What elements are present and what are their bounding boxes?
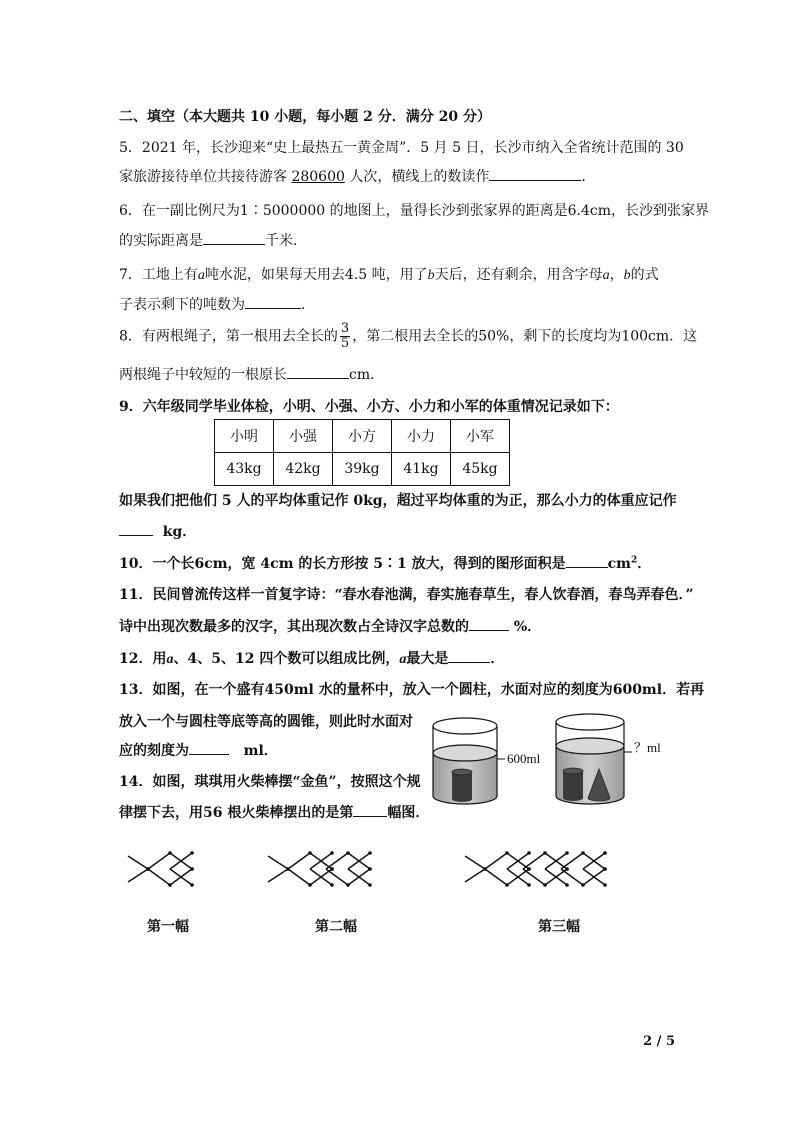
- caption-1: 第一幅: [147, 919, 189, 935]
- fish-pattern-2: [268, 851, 372, 887]
- matchstick-head: [527, 867, 531, 871]
- q8-fraction: [340, 322, 350, 351]
- measuring-cups-figure: [428, 708, 698, 813]
- matchstick: [465, 869, 485, 882]
- q11-answer-blank[interactable]: [469, 616, 509, 631]
- q5-answer-blank[interactable]: [489, 166, 581, 181]
- cylinder-shape: [452, 769, 472, 802]
- q6-answer-blank[interactable]: [203, 230, 265, 245]
- q7-var-a-2: a: [602, 268, 610, 283]
- q7-answer-blank[interactable]: [245, 294, 301, 309]
- q8-frac-den: 5: [340, 336, 350, 351]
- q14-text: 律摆下去，用56 根火柴棒摆出的是第: [119, 805, 354, 821]
- table-cell: 小军: [451, 420, 510, 453]
- q12-text-2: 、4、5、12 四个数可以组成比例，: [173, 651, 400, 667]
- matchstick-head: [368, 883, 372, 887]
- q12-var-a-2: a: [399, 652, 407, 667]
- q12-answer-blank[interactable]: [448, 648, 490, 663]
- q12-text-3: 最大是: [406, 651, 449, 667]
- q7-text-5: 的式: [630, 267, 659, 283]
- matchstick-head: [330, 867, 334, 871]
- matchstick-head: [527, 851, 531, 855]
- table-cell: 41kg: [392, 453, 451, 486]
- q5-text-2: 人次，横线上的数读作: [344, 169, 490, 185]
- q9-line3: 如果我们把他们 5 人的平均体重记作 0kg，超过平均体重的为正，那么小力的体重应记作: [119, 493, 677, 509]
- q10-line: [119, 553, 651, 573]
- matchstick-head: [330, 851, 334, 855]
- q14-line2: [119, 802, 429, 822]
- cup-with-cylinder-and-cone: [556, 714, 632, 804]
- page-number: 2 / 5: [643, 1034, 675, 1049]
- table-cell: 小方: [333, 420, 392, 453]
- table-cell: 43kg: [215, 453, 274, 486]
- matchstick-head: [565, 883, 569, 887]
- q7-text-4: ，: [609, 267, 624, 283]
- q12-text-1: 12．用: [119, 651, 167, 667]
- cup-with-cylinder: [433, 718, 505, 804]
- matchstick: [288, 869, 310, 885]
- q14-text-2: 幅图．: [387, 805, 430, 821]
- q10-answer-blank[interactable]: [566, 553, 608, 568]
- cup2-label: ？ml: [634, 740, 661, 755]
- q8-text-3: 两根绳子中较短的一根原长: [119, 367, 287, 383]
- matchstick: [288, 853, 310, 869]
- q7-line2: [119, 294, 315, 314]
- q7-text-3: 天后，还有剩余，用含字母: [434, 267, 603, 283]
- matchstick-head: [603, 883, 607, 887]
- q9-answer-blank[interactable]: [119, 521, 153, 536]
- matchstick: [128, 856, 148, 869]
- matchstick-head: [603, 867, 607, 871]
- q10-sup: 2: [630, 555, 638, 566]
- q6-line1: 6．在一副比例尺为1∶5000000 的地图上，量得长沙到张家界的距离是6.4cm，长沙到张家界: [119, 203, 709, 219]
- matchstick-head: [330, 883, 334, 887]
- fish-pattern-1: [128, 851, 194, 887]
- q6-text-2: 千米．: [265, 233, 307, 249]
- q9-unit: kg．: [162, 524, 197, 540]
- q5-end: ．: [581, 169, 596, 185]
- matchstick-head: [565, 851, 569, 855]
- table-cell: 小力: [392, 420, 451, 453]
- cylinder-shape: [563, 768, 583, 801]
- q7-var-b: b: [427, 268, 435, 283]
- q9-intro: 9．六年级同学毕业体检，小明、小强、小方、小力和小军的体重情况记录如下：: [119, 399, 619, 415]
- q7-text-2: 吨水泥，如果每天用去4.5 吨，用了: [204, 267, 428, 283]
- q11-line2: [119, 616, 541, 636]
- caption-3: 第三幅: [538, 919, 580, 935]
- fish-pattern-3: [465, 851, 607, 887]
- q7-var-b-2: b: [623, 268, 631, 283]
- q8-text-1: 8．有两根绳子，第一根用去全长的: [119, 328, 338, 345]
- q5-line2: [119, 166, 595, 186]
- table-cell: 小明: [215, 420, 274, 453]
- matchstick: [465, 856, 485, 869]
- q10-unit: cm: [607, 556, 631, 572]
- matchstick-head: [368, 851, 372, 855]
- q14-answer-blank[interactable]: [353, 802, 387, 817]
- q13-line3: [119, 740, 278, 760]
- q7-line1: [119, 264, 659, 284]
- q11-unit: %．: [513, 619, 542, 635]
- caption-2: 第二幅: [315, 919, 357, 935]
- section-header: 二、填空（本大题共 10 小题，每小题 2 分．满分 20 分）: [119, 109, 491, 125]
- q12-line: [119, 648, 504, 668]
- q10-end: ．: [637, 556, 652, 572]
- table-cell: 42kg: [274, 453, 333, 486]
- matchstick-head: [603, 851, 607, 855]
- cup1-label: 600ml: [507, 751, 541, 766]
- matchstick-fish-figure: [120, 838, 680, 900]
- q12-var-a: a: [166, 652, 174, 667]
- matchstick: [148, 853, 170, 869]
- q8-line2: [119, 364, 384, 384]
- matchstick: [268, 869, 288, 882]
- q8-unit: cm．: [349, 367, 385, 383]
- matchstick-head: [368, 867, 372, 871]
- q13-unit: ml．: [243, 743, 278, 759]
- matchstick-head: [190, 883, 194, 887]
- q5-line1: 5．2021 年，长沙迎来“史上最热五一黄金周”．5 月 5 日，长沙市纳入全省统计范围的 30: [119, 140, 684, 156]
- q13-text: 应的刻度为: [119, 743, 189, 759]
- matchstick-head: [527, 883, 531, 887]
- q6-text: 的实际距离是: [119, 233, 203, 249]
- q13-line2: 放入一个与圆柱等底等高的圆锥，则此时水面对: [119, 714, 413, 730]
- q5-text: 家旅游接待单位共接待游客: [119, 169, 292, 185]
- q7-text-6: 子表示剩下的吨数为: [119, 297, 245, 313]
- q13-answer-blank[interactable]: [189, 740, 229, 755]
- q8-text-2: ，第二根用去全长的50%，剩下的长度均为100cm．这: [352, 328, 698, 345]
- matchstick: [485, 869, 507, 885]
- q13-line1: 13．如图，在一个盛有450ml 水的量杯中，放入一个圆柱，水面对应的刻度为600ml．若再: [119, 682, 705, 698]
- matchstick-head: [190, 851, 194, 855]
- table-row: [215, 420, 510, 453]
- q9-line4: [119, 521, 196, 541]
- q7-var-a: a: [197, 268, 205, 283]
- matchstick: [148, 869, 170, 885]
- matchstick: [485, 853, 507, 869]
- q11-text: 诗中出现次数最多的汉字，其出现次数占全诗汉字总数的: [119, 619, 469, 635]
- q14-line1: 14．如图，琪琪用火柴棒摆“金鱼”，按照这个规: [119, 774, 421, 790]
- q12-end: ．: [490, 651, 505, 667]
- table-cell: 39kg: [333, 453, 392, 486]
- table-row: [215, 453, 510, 486]
- q11-line1: 11．民间曾流传这样一首复字诗：“春水春池满，春实施春草生，春人饮春酒，春鸟弄春色．”: [119, 587, 694, 603]
- q7-end: ．: [301, 297, 315, 313]
- table-cell: 小强: [274, 420, 333, 453]
- q5-number: 280600: [291, 169, 345, 185]
- matchstick-head: [565, 867, 569, 871]
- q7-text-1: 7．工地上有: [119, 267, 198, 283]
- q8-frac-num: 3: [340, 321, 350, 336]
- matchstick-head: [190, 867, 194, 871]
- q8-line1: [119, 322, 697, 351]
- q10-text: 10．一个长6cm，宽 4cm 的长方形按 5∶1 放大，得到的图形面积是: [119, 556, 566, 572]
- q8-answer-blank[interactable]: [287, 364, 349, 379]
- table-cell: 45kg: [451, 453, 510, 486]
- q6-line2: [119, 230, 307, 250]
- weight-table: [214, 419, 510, 486]
- matchstick: [268, 856, 288, 869]
- matchstick: [128, 869, 148, 882]
